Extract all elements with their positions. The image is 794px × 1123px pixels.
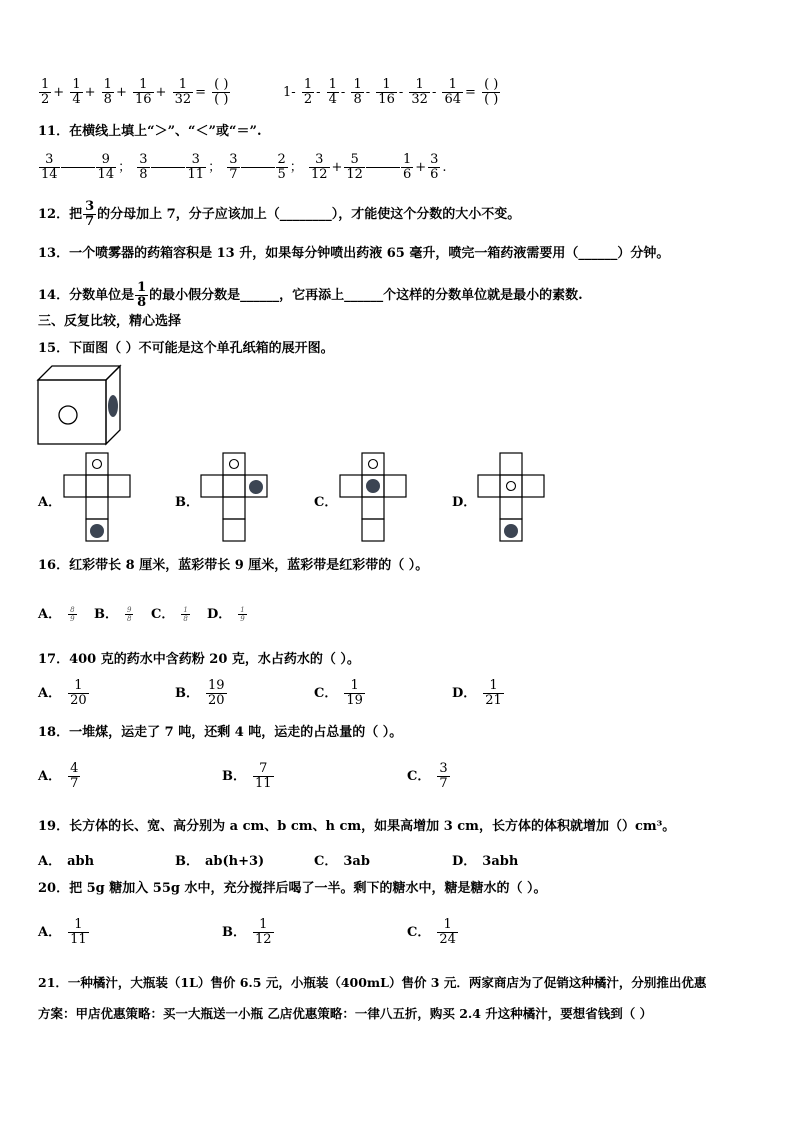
q15-option-d[interactable]: D．	[452, 495, 477, 510]
fraction: $\frac{1}{8}$	[353, 77, 362, 107]
answer-blank[interactable]	[61, 167, 95, 168]
fraction: $\frac{1}{4}$	[72, 77, 81, 107]
answer-blank[interactable]	[241, 167, 275, 168]
q17-option-b[interactable]: B． $\frac{19}{20}$	[175, 678, 225, 708]
q15-option-b[interactable]: B．	[175, 495, 199, 510]
q21-question-line2: 方案：甲店优惠策略：买一大瓶送一小瓶 乙店优惠策略：一律八五折，购买 2.4 升这种橘汁，要想省钱到（ ）	[38, 1006, 653, 1021]
q14-question: 14．分数单位是 $\frac{1}{8}$ 的最小假分数是______，它再添上______个这样的分数单位就是最小的素数.	[38, 280, 583, 310]
q18-option-a[interactable]: A． $\frac{4}{7}$	[38, 761, 79, 791]
fraction: $\frac{1}{2}$	[303, 77, 313, 107]
q20-question: 20．把 5g 糖加入 55g 水中，充分搅拌后喝了一半。剩下的糖水中，糖是糖水的（ ）。	[38, 881, 547, 896]
fraction: $\frac{1}{32}$	[174, 77, 192, 107]
q11-comparisons: $\frac{3}{14}$ $\frac{9}{14}$ ； $\frac{3}{8}$ $\frac{3}{11}$ ； $\frac{3}{7}$ $\frac{2}{5}$ ； $\frac{3}{12}$ + $\frac{5}{12}$ $\frac{1}{6}$ + $\frac{3}{6}$ .	[41, 152, 447, 182]
q19-option-c[interactable]: C． 3ab	[314, 854, 370, 869]
q12-question: 12．把 $\frac{3}{7}$ 的分母加上 7，分子应该加上（________），才能使这个分数的大小不变。	[38, 199, 521, 229]
single-hole-box-figure	[36, 364, 122, 446]
q10-right-expression: 1- $\frac{1}{2}$ - $\frac{1}{4}$ - $\frac{1}{8}$ - $\frac{1}{16}$ - $\frac{1}{32}$ - $\frac{1}{64}$ = $\frac{( )}{( )}$	[283, 77, 499, 107]
q15-question: 15．下面图（ ）不可能是这个单孔纸箱的展开图。	[38, 341, 334, 356]
q15-option-a[interactable]: A．	[38, 495, 62, 510]
q17-option-d[interactable]: D． $\frac{1}{21}$	[452, 678, 502, 708]
q20-option-b[interactable]: B． $\frac{1}{12}$	[222, 917, 272, 947]
q17-question: 17．400 克的药水中含药粉 20 克，水占药水的（ ）。	[38, 652, 360, 667]
q16-option-a[interactable]: A． $\frac{8}{9}$	[38, 606, 75, 623]
q19-option-d[interactable]: D． 3abh	[452, 854, 519, 869]
net-b	[199, 452, 271, 544]
fraction: $\frac{1}{8}$	[103, 77, 112, 107]
q16-option-d[interactable]: D． $\frac{1}{9}$	[207, 606, 245, 623]
q16-question: 16．红彩带长 8 厘米，蓝彩带长 9 厘米，蓝彩带是红彩带的（ ）。	[38, 558, 429, 573]
answer-fraction: $\frac{( )}{( )}$	[484, 77, 499, 107]
q19-option-b[interactable]: B． ab(h+3)	[175, 854, 265, 869]
fraction: $\frac{1}{4}$	[328, 77, 337, 107]
q18-option-c[interactable]: C． $\frac{3}{7}$	[407, 761, 448, 791]
q21-question-line1: 21．一种橘汁，大瓶装（1L）售价 6.5 元，小瓶装（400mL）售价 3 元．两家商店为了促销这种橘汁，分别推出优惠	[38, 975, 707, 990]
net-a	[62, 452, 134, 544]
answer-blank[interactable]	[151, 167, 185, 168]
fraction: $\frac{1}{16}$	[378, 77, 395, 107]
q16-option-c[interactable]: C． $\frac{1}{8}$	[151, 606, 188, 623]
section-heading: 三、反复比较，精心选择	[38, 314, 182, 329]
q15-option-c[interactable]: C．	[314, 495, 338, 510]
net-d	[476, 452, 548, 544]
q13-question: 13．一个喷雾器的药箱容积是 13 升，如果每分钟喷出药液 65 毫升，喷完一箱药液需要用（______）分钟。	[38, 246, 670, 261]
fraction: $\frac{1}{32}$	[411, 77, 428, 107]
q16-option-b[interactable]: B． $\frac{9}{8}$	[94, 606, 132, 623]
q17-option-a[interactable]: A． $\frac{1}{20}$	[38, 678, 87, 708]
answer-blank[interactable]	[366, 167, 400, 168]
net-c	[338, 452, 410, 544]
q18-question: 18．一堆煤，运走了 7 吨，还剩 4 吨，运走的占总量的（ ）。	[38, 725, 403, 740]
fraction: $\frac{1}{2}$	[41, 77, 50, 107]
fraction: $\frac{1}{16}$	[134, 77, 152, 107]
q20-option-a[interactable]: A． $\frac{1}{11}$	[38, 917, 87, 947]
q20-option-c[interactable]: C． $\frac{1}{24}$	[407, 917, 456, 947]
q18-option-b[interactable]: B． $\frac{7}{11}$	[222, 761, 272, 791]
q17-option-c[interactable]: C． $\frac{1}{19}$	[314, 678, 363, 708]
q10-left-expression: $\frac{1}{2}$ + $\frac{1}{4}$ + $\frac{1}{8}$ + $\frac{1}{16}$ + $\frac{1}{32}$ = $\frac{( )}{( )}$	[41, 77, 229, 107]
fraction: $\frac{1}{64}$	[444, 77, 462, 107]
answer-fraction: $\frac{( )}{( )}$	[214, 77, 229, 107]
q19-option-a[interactable]: A． abh	[38, 854, 95, 869]
q19-question: 19．长方体的长、宽、高分别为 a cm、b cm、h cm，如果高增加 3 cm，长方体的体积就增加（）cm³。	[38, 819, 676, 834]
q11-question: 11．在横线上填上“＞”、“＜”或“＝”.	[38, 124, 262, 139]
